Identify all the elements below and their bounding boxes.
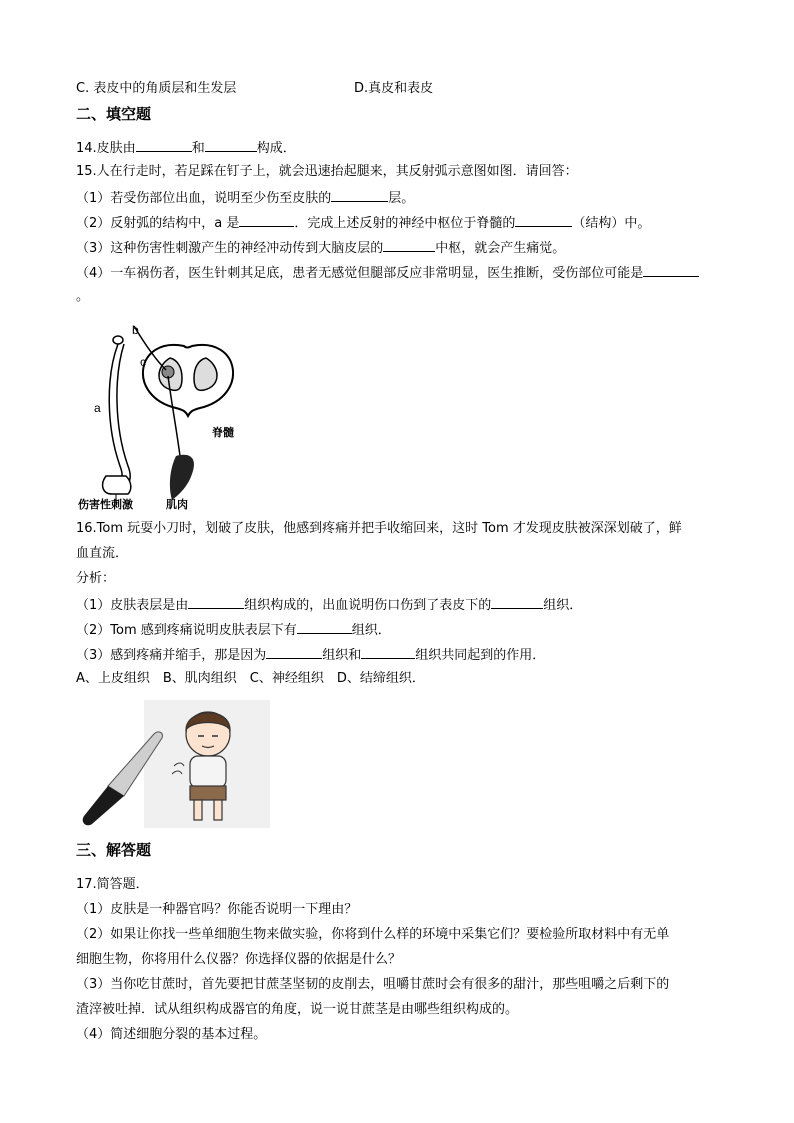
q16-p2-text-a: （2）Tom 感到疼痛说明皮肤表层下有 — [76, 623, 297, 638]
q14-text-c: 构成． — [256, 141, 296, 156]
q16-p3-text-a: （3）感到疼痛并缩手，那是因为 — [76, 648, 267, 663]
q15-p2-text-c: （结构）中。 — [572, 216, 651, 231]
label-spinal-cord: 脊髓 — [212, 426, 234, 439]
q14-blank-1[interactable] — [136, 138, 192, 152]
q15-p4-text-b: 。 — [76, 289, 90, 304]
foot-shape — [103, 476, 131, 494]
q16-p1-blank-2[interactable] — [491, 595, 543, 609]
q15-p4-text-a: （4）一车祸伤者，医生针刺其足底，患者无感觉但腿部反应非常明显，医生推断，受伤部位可能是 — [76, 266, 644, 281]
label-a: a — [94, 401, 101, 415]
q15-p2-blank-1[interactable] — [239, 213, 294, 227]
q15-part-2 — [76, 213, 650, 233]
q15-p3-text-b: 中枢，就会产生痛觉。 — [435, 241, 566, 256]
q16-p1-blank-1[interactable] — [188, 595, 244, 609]
q16-p3-blank-1[interactable] — [266, 645, 322, 659]
label-b: b — [132, 323, 139, 337]
spinal-cord-cross-section — [143, 345, 233, 416]
q15-p3-blank[interactable] — [383, 238, 435, 252]
knife-boy-figure — [78, 700, 270, 828]
q17-stem: 17.简答题． — [76, 877, 149, 892]
q16-p3-text-b: 组织和 — [322, 648, 362, 663]
q16-analysis-label: 分析： — [76, 571, 116, 586]
q17-part-2-line-2: 细胞生物，你将用什么仪器？你选择仪器的依据是什么？ — [76, 952, 402, 967]
section-title-fill-blank: 二、填空题 — [76, 105, 152, 123]
q15-p1-text-b: 层。 — [388, 191, 415, 206]
q16-part-3 — [76, 645, 545, 665]
q15-p4-blank[interactable] — [643, 263, 699, 277]
q15-p1-text-a: （1）若受伤部位出血，说明至少伤至皮肤的 — [76, 191, 332, 206]
q16-stem-line-2: 血直流． — [76, 546, 129, 561]
q13-option-d: D.真皮和表皮 — [354, 81, 434, 96]
q16-stem-line-1: 16.Tom 玩耍小刀时，划破了皮肤，他感到疼痛并把手收缩回来，这时 Tom 才发现皮肤被深深划破了，鲜 — [76, 521, 682, 536]
q15-part-3 — [76, 238, 565, 258]
q16-p1-text-c: 组织． — [543, 598, 583, 613]
q17-part-3-line-2: 渣滓被吐掉．试从组织构成器官的角度，说一说甘蔗茎是由哪些组织构成的。 — [76, 1002, 519, 1017]
label-muscle: 肌肉 — [166, 498, 188, 511]
q14-text-a: 14.皮肤由 — [76, 141, 136, 156]
q15-p2-text-a: （2）反射弧的结构中，a 是 — [76, 216, 240, 231]
q17-part-1: （1）皮肤是一种器官吗？你能否说明一下理由？ — [76, 902, 358, 917]
q17-part-3-line-1: （3）当你吃甘蔗时，首先要把甘蔗茎坚韧的皮削去，咀嚼甘蔗时会有很多的甜汁，那些咀嚼之后剩下的 — [76, 977, 670, 992]
q15-stem: 15.人在行走时，若足踩在钉子上，就会迅速抬起腿来，其反射弧示意图如图．请回答： — [76, 164, 578, 179]
q15-part-4 — [76, 263, 699, 283]
q16-part-1 — [76, 595, 582, 615]
section-title-answer: 三、解答题 — [76, 841, 152, 859]
q15-p2-text-b: ．完成上述反射的神经中枢位于脊髓的 — [294, 216, 516, 231]
q16-p1-text-a: （1）皮肤表层是由 — [76, 598, 189, 613]
q15-part-1 — [76, 188, 414, 208]
q14-text-b: 和 — [191, 141, 205, 156]
q16-p2-text-b: 组织． — [351, 623, 391, 638]
q15-p2-blank-2[interactable] — [515, 213, 572, 227]
q16-p3-text-c: 组织共同起到的作用． — [415, 648, 546, 663]
q16-part-2 — [76, 620, 391, 640]
question-14 — [76, 138, 296, 158]
q17-part-2-line-1: （2）如果让你找一些单细胞生物来做实验，你将到什么样的环境中采集它们？要检验所取材料中有无单 — [76, 927, 670, 942]
muscle-shape — [170, 455, 194, 500]
label-stimulus: 伤害性刺激 — [78, 498, 133, 511]
q15-p1-blank[interactable] — [331, 188, 388, 202]
q14-blank-2[interactable] — [205, 138, 257, 152]
q16-p1-text-b: 组织构成的，出血说明伤口伤到了表皮下的 — [244, 598, 492, 613]
q16-p3-blank-2[interactable] — [361, 645, 415, 659]
label-c: c — [140, 355, 146, 369]
q15-p3-text-a: （3）这种伤害性刺激产生的神经冲动传到大脑皮层的 — [76, 241, 384, 256]
q17-part-4: （4）简述细胞分裂的基本过程。 — [76, 1027, 267, 1042]
reflex-arc-figure — [76, 316, 266, 512]
q16-options: A、上皮组织 B、肌肉组织 C、神经组织 D、结缔组织． — [76, 671, 425, 686]
q13-option-c: C. 表皮中的角质层和生发层 — [76, 81, 237, 96]
q16-p2-blank[interactable] — [297, 620, 352, 634]
